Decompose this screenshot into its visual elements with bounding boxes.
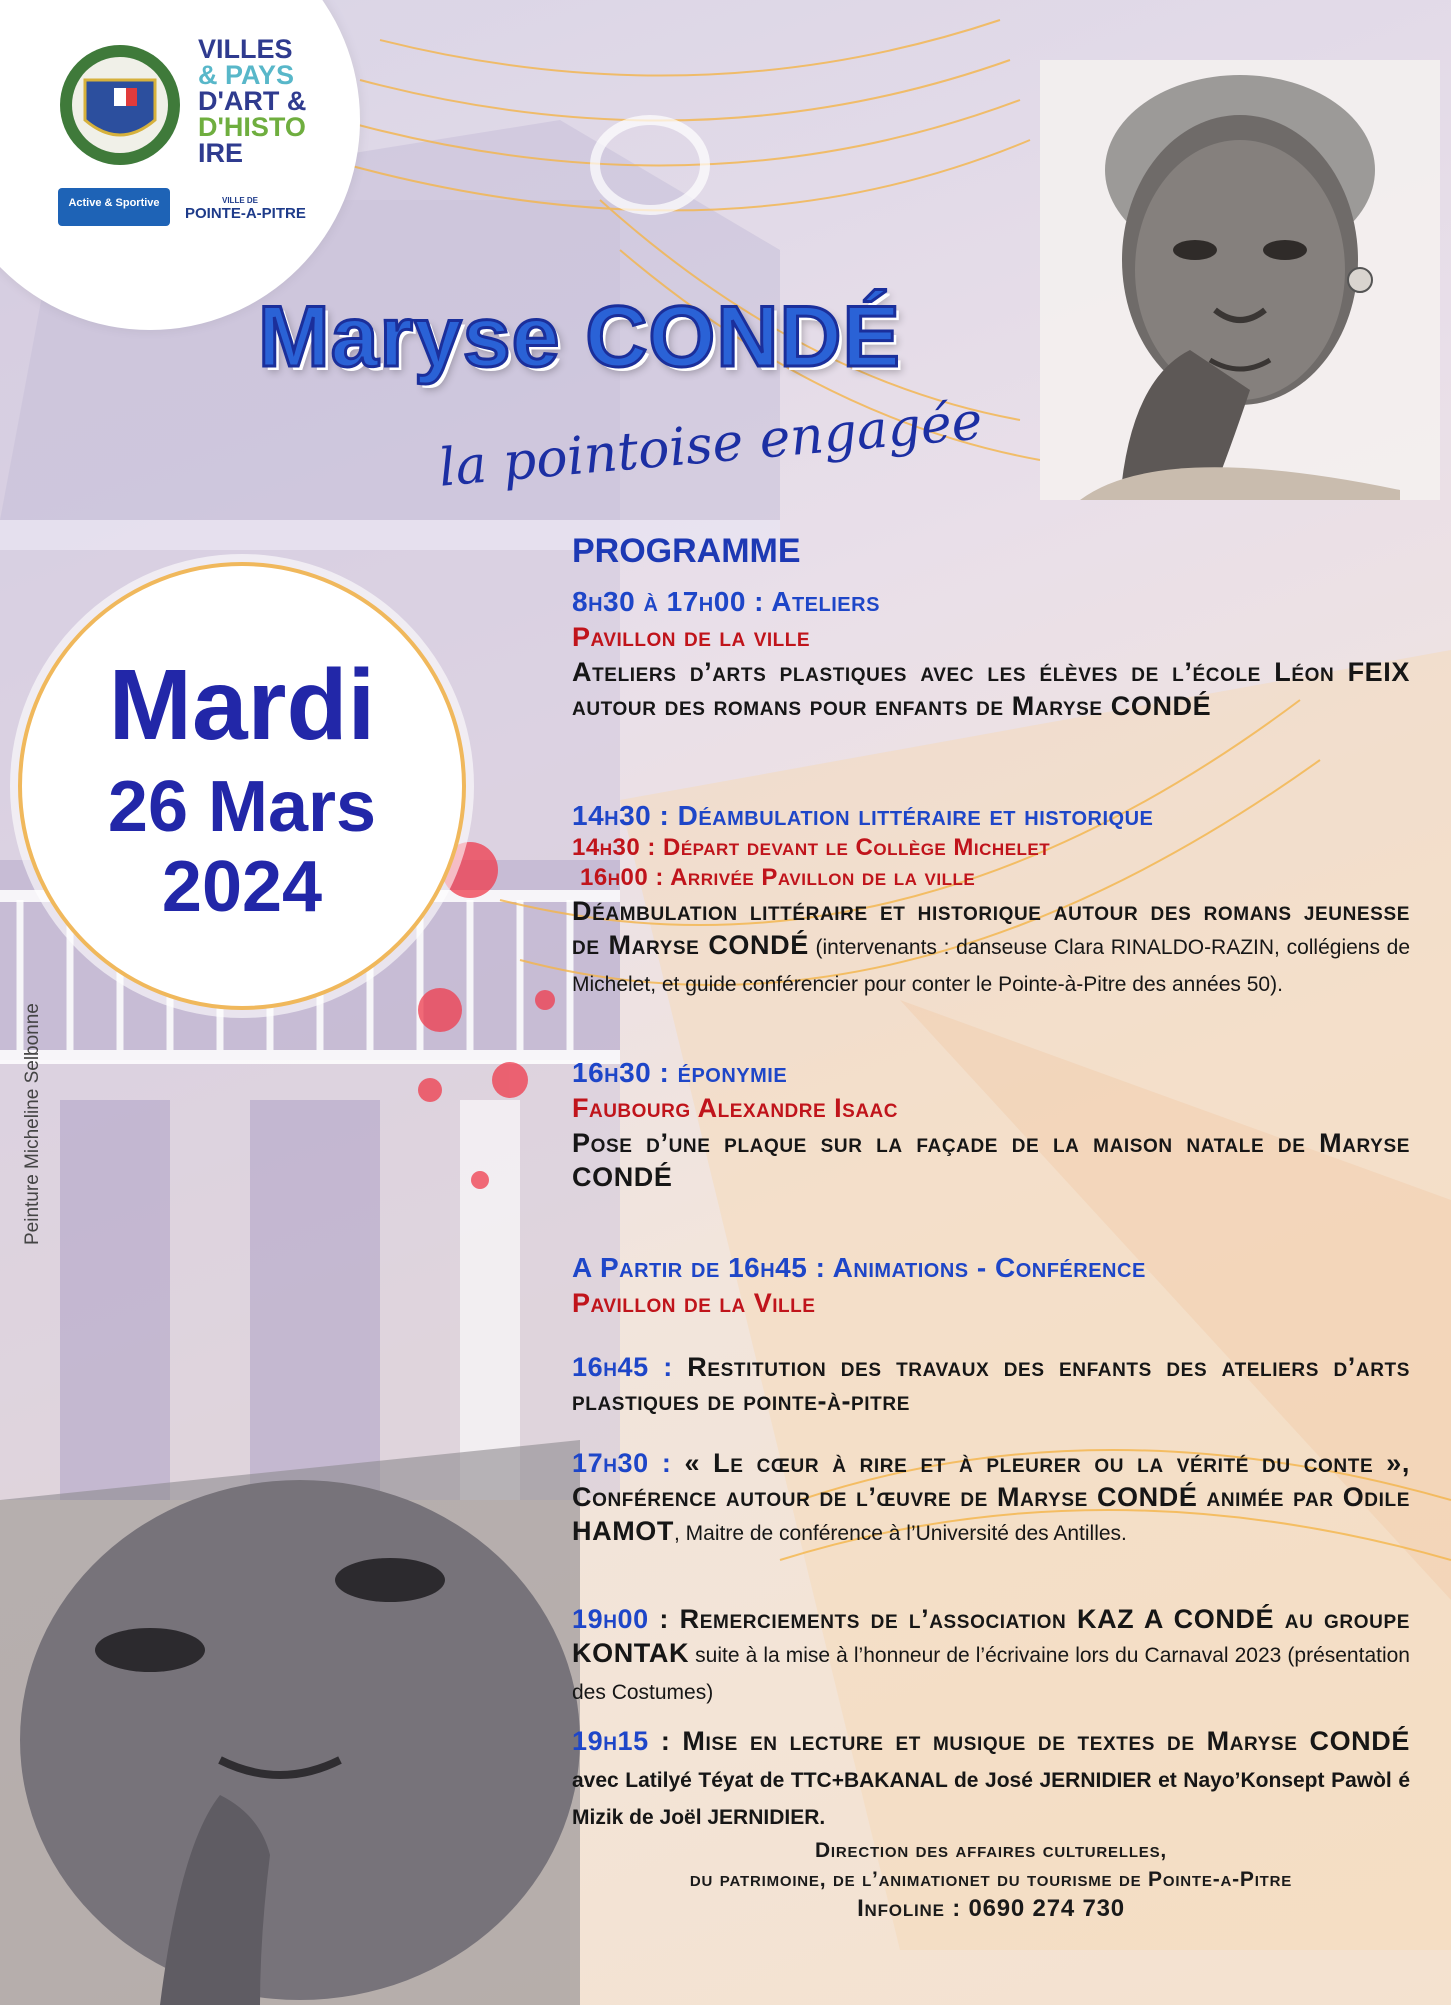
city-crest-icon bbox=[55, 40, 185, 170]
session-remerciements-time: 19h00 bbox=[572, 1604, 649, 1634]
session-animations-place: Pavillon de la Ville bbox=[572, 1288, 816, 1318]
footer-line-1: Direction des affaires culturelles, bbox=[814, 1839, 1168, 1862]
session-restitution-time: 16h45 : bbox=[572, 1352, 673, 1382]
session-ateliers-time: 8h30 à 17h00 : Ateliers bbox=[572, 586, 880, 617]
session-lecture-desc: 19h15 : Mise en lecture et musique de textes de Maryse CONDÉ avec Latilyé Téyat de TTC+BAKANAL de José JERNIDIER et Nayo’Konsept Pawòl é Mizik de Joël JERNIDIER. bbox=[572, 1726, 1410, 1829]
session-remerciements bbox=[572, 1602, 1410, 1710]
date-day-month: 26 Mars bbox=[107, 767, 377, 847]
session-eponymie-time: 16h30 : éponymie bbox=[572, 1057, 788, 1088]
session-remerciements-desc: 19h00 : Remerciements de l’association KAZ A CONDÉ au groupe KONTAK suite à la mise à l’honneur de l’écrivaine lors du Carnaval 2023 (présentation des Costumes) bbox=[572, 1604, 1410, 1704]
active-sportive-badge: Active & Sportive bbox=[58, 188, 170, 226]
footer-line-2: du patrimoine, de l’animationet du tourisme de Pointe-a-Pitre bbox=[689, 1868, 1293, 1891]
session-deambulation-desc-bold: Déambulation littéraire et historique autour des romans jeunesse de Maryse CONDÉ bbox=[572, 896, 1410, 960]
session-lecture bbox=[572, 1724, 1410, 1835]
session-deambulation-depart: 14h30 : Départ devant le Collège Michelet bbox=[572, 834, 1051, 861]
ville-name-label: POINTE-A-PITRE bbox=[185, 205, 306, 222]
poster-subtitle: la pointoise engagée bbox=[436, 391, 985, 499]
session-deambulation-desc-normal: (intervenants : danseuse Clara RINALDO-RAZIN, collégiens de Michelet, et guide conférencier pour conter le Pointe-à-Pitre des années 50). bbox=[572, 936, 1410, 996]
session-deambulation bbox=[572, 800, 1410, 1002]
footer-contact bbox=[572, 1836, 1410, 1923]
session-lecture-time: 19h15 bbox=[572, 1726, 649, 1756]
session-animations bbox=[572, 1252, 1410, 1319]
session-ateliers-desc: Ateliers d’arts plastiques avec les élèves de l’école Léon FEIX autour des romans pour enfants de Maryse CONDÉ bbox=[572, 657, 1410, 721]
session-eponymie-place: Faubourg Alexandre Isaac bbox=[572, 1093, 899, 1123]
session-eponymie bbox=[572, 1057, 1410, 1194]
session-deambulation-arrivee: 16h00 : Arrivée Pavillon de la ville bbox=[580, 864, 976, 891]
portrait-illustration bbox=[1040, 60, 1440, 500]
session-ateliers bbox=[572, 586, 1410, 723]
footer-infoline: Infoline : 0690 274 730 bbox=[857, 1895, 1125, 1922]
date-day: Mardi bbox=[108, 649, 376, 761]
ville-de-label: VILLE DE bbox=[222, 196, 259, 205]
session-animations-time: A Partir de 16h45 : Animations - Conférence bbox=[572, 1252, 1146, 1283]
session-restitution-desc: 16h45 : Restitution des travaux des enfants des ateliers d’arts plastiques de pointe-à-pitre bbox=[572, 1352, 1410, 1416]
session-deambulation-desc bbox=[572, 894, 1410, 1002]
date-badge bbox=[18, 562, 466, 1010]
painting-credit: Peinture Micheline Selbonne bbox=[22, 1003, 43, 1245]
face-illustration bbox=[0, 1440, 580, 2005]
session-conference-desc: 17h30 : « Le cœur à rire et à pleurer ou la vérité du conte », Conférence autour de l’œuvre de Maryse CONDÉ animée par Odile HAMOT, Maitre de conférence à l’Université des Antilles. bbox=[572, 1448, 1410, 1546]
villes-pays-art-histoire-logo: VILLES & PAYS D'ART & D'HISTO IRE bbox=[198, 34, 307, 168]
session-deambulation-time: 14h30 : Déambulation littéraire et historique bbox=[572, 800, 1154, 831]
session-conference-time: 17h30 : bbox=[572, 1448, 672, 1478]
session-restitution bbox=[572, 1350, 1410, 1418]
date-year: 2024 bbox=[161, 847, 323, 927]
session-ateliers-place: Pavillon de la ville bbox=[572, 622, 811, 652]
poster-title: Maryse CONDÉ bbox=[258, 289, 901, 385]
session-eponymie-desc: Pose d’une plaque sur la façade de la maison natale de Maryse CONDÉ bbox=[572, 1128, 1410, 1192]
session-conference bbox=[572, 1446, 1410, 1551]
programme-title: PROGRAMME bbox=[572, 532, 801, 570]
